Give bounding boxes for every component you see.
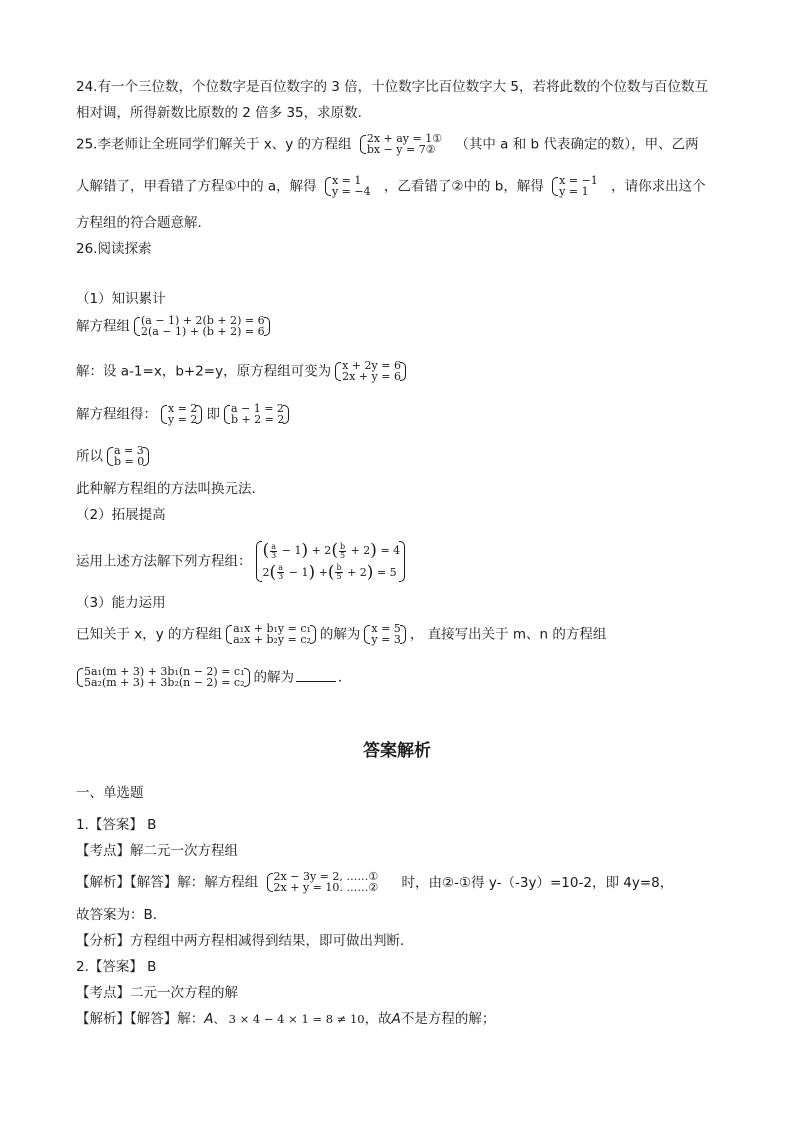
section-single-choice: 一、单选题 xyxy=(76,785,144,801)
q26-part1-line3 xyxy=(76,404,293,425)
q25-eq2: bx − y = 7② xyxy=(366,142,436,156)
q26-p2-label: 运用上述方法解下列方程组： xyxy=(76,553,252,570)
q25-text-e: ，请你求出这个 xyxy=(611,178,706,195)
q26-p1-y-val: y = 2 xyxy=(168,412,198,426)
q26-part1-head: （1）知识累计 xyxy=(76,291,166,307)
answer1-jiexi-text-a: 【解析】【解答】解：解方程组 xyxy=(76,874,259,891)
answer2-kaodian: 【考点】二元一次方程的解 xyxy=(76,985,238,1001)
q26-p1-b-val: b = 0 xyxy=(114,454,145,468)
answers-title: 答案解析 xyxy=(363,741,431,761)
q26-part2-line xyxy=(76,540,409,583)
q26-p3-text-c: ， 直接写出关于 m、n 的方程组 xyxy=(409,626,607,643)
answer1-eq2: 2x + y = 10. ……② xyxy=(273,880,379,894)
q26-p1-suoyi-text: 所以 xyxy=(76,448,103,465)
q25-text-c: 人解错了，甲看错了方程①中的 a，解得 xyxy=(76,178,317,195)
q26-part3-line2 xyxy=(76,667,352,688)
q26-p3-system xyxy=(225,624,317,645)
q26-p3-eq2: a₂x + b₂y = c₂ xyxy=(233,632,311,646)
answer2-jiexi: 【解析】【解答】解：A、 3 × 4 − 4 × 1 = 8 ≠ 10，故A不是方程的解； xyxy=(76,1011,496,1027)
q26-part1-line4 xyxy=(76,446,153,467)
q26-part1-line1 xyxy=(76,316,274,337)
q26-title: 26.阅读探索 xyxy=(76,241,152,257)
q26-p2-system xyxy=(255,540,407,583)
q26-p3-mn-system xyxy=(76,667,251,688)
q26-p3-mn-eq1: 5a₁(m + 3) + 3b₁(n − 2) = c₁ xyxy=(84,665,245,678)
q26-part1-line2 xyxy=(76,361,410,382)
answer1-kaodian: 【考点】解二元一次方程组 xyxy=(76,843,238,859)
q25-text-b: （其中 a 和 b 代表确定的数），甲、乙两 xyxy=(455,136,699,153)
q26-p1-a-val: a = 3 xyxy=(114,444,144,457)
answer1-jiexi xyxy=(76,872,673,893)
q26-p1-ji-text: 即 xyxy=(206,406,220,423)
q25-yi-x: x = −1 xyxy=(559,174,598,187)
q26-p1-sub-eq2: 2x + y = 6 xyxy=(342,369,401,383)
q25-jia-solution xyxy=(324,176,377,197)
answer1-jiexi-text-b: 时，由②-①得 y-（-3y）=10-2，即 4y=8， xyxy=(401,874,674,891)
q26-part1-line5: 此种解方程组的方法叫换元法． xyxy=(76,481,265,497)
q26-p1-x-val: x = 2 xyxy=(168,402,198,415)
q26-p3-mn-eq2: 5a₂(m + 3) + 3b₂(n − 2) = c₂ xyxy=(84,675,245,689)
q26-p1-sub-system xyxy=(334,361,407,382)
q24-line1: 24.有一个三位数，个位数字是百位数字的 3 倍，十位数字比百位数字大 5，若将此数的个位数与百位数互 xyxy=(76,79,709,95)
q26-p1-eq2: 2(a − 1) + (b + 2) = 6 xyxy=(141,324,265,338)
fraction-a-over-3-row2: $\frac{a}{3}$ xyxy=(278,563,284,581)
q26-p3-text-a: 已知关于 x，y 的方程组 xyxy=(76,626,223,643)
q26-p1-label: 解方程组 xyxy=(76,318,130,335)
q26-p3-solution xyxy=(363,624,406,645)
q26-p3-y-val: y = 3 xyxy=(371,632,401,646)
q26-p1-solve-text: 解方程组得： xyxy=(76,406,157,423)
answer1-fenxi: 【分析】方程组中两方程相减得到结果，即可做出判断． xyxy=(76,933,414,949)
q25-text-a: 25.李老师让全班同学们解关于 x、y 的方程组 xyxy=(76,136,352,153)
fraction-b-over-5: $\frac{b}{5}$ xyxy=(339,541,346,560)
fraction-b-over-5-row2: $\frac{b}{5}$ xyxy=(336,563,342,581)
q26-p1-sub-eq1: x + 2y = 6 xyxy=(342,359,401,372)
q25-line3: 方程组的符合题意解． xyxy=(76,215,211,231)
q26-part3-line1 xyxy=(76,624,606,645)
answer2-header: 2.【答案】 B xyxy=(76,959,157,975)
q25-text-d: ，乙看错了②中的 b，解得 xyxy=(383,178,544,195)
q24-line2: 相对调，所得新数比原数的 2 倍多 35，求原数． xyxy=(76,105,372,121)
q26-p1-xy-solution xyxy=(160,404,203,425)
q26-p1-substitution-text: 解：设 a-1=x，b+2=y，原方程组可变为 xyxy=(76,363,332,380)
q26-p3-end: ． xyxy=(338,669,352,686)
q25-eq1: 2x + ay = 1① xyxy=(366,132,443,145)
q25-line1 xyxy=(76,134,699,155)
q26-part2-head: （2）拓展提高 xyxy=(76,507,166,523)
q26-p1-back-eq1: a − 1 = 2 xyxy=(230,402,284,415)
answer1-eq1: 2x − 3y = 2, ……① xyxy=(273,870,379,883)
q26-p3-eq1: a₁x + b₁y = c₁ xyxy=(233,622,311,635)
q26-p3-text-d: 的解为 xyxy=(253,669,295,686)
q26-p1-system xyxy=(133,316,271,337)
fraction-a-over-3: $\frac{a}{3}$ xyxy=(271,541,277,560)
q26-part3-head: （3）能力运用 xyxy=(76,595,166,611)
q25-line2 xyxy=(76,176,706,197)
answer1-guda: 故答案为：B． xyxy=(76,907,167,923)
q26-p2-eq1: ( $\frac{a}{3}$ − 1) + 2( $\frac{b}{5}$ + 2) = 4 xyxy=(262,540,401,561)
q26-p3-x-val: x = 5 xyxy=(371,622,401,635)
q25-equation-system xyxy=(359,134,448,155)
answer1-system xyxy=(266,872,385,893)
answer-blank[interactable] xyxy=(296,669,336,682)
q25-jia-x: x = 1 xyxy=(331,174,362,187)
answer1-header: 1.【答案】 B xyxy=(76,817,157,833)
q26-p1-back-system xyxy=(223,404,290,425)
q25-yi-solution xyxy=(551,176,604,197)
q26-p1-ab-solution xyxy=(106,446,150,467)
q26-p3-text-b: 的解为 xyxy=(319,626,361,643)
q25-jia-y: y = −4 xyxy=(331,184,371,198)
q26-p1-eq1: (a − 1) + 2(b + 2) = 6 xyxy=(141,314,265,327)
q26-p2-eq2: 2( $\frac{a}{3}$ − 1) +( $\frac{b}{5}$ + 2) = 5 xyxy=(262,562,397,582)
q26-p1-back-eq2: b + 2 = 2 xyxy=(230,412,285,426)
q25-yi-y: y = 1 xyxy=(559,184,589,198)
